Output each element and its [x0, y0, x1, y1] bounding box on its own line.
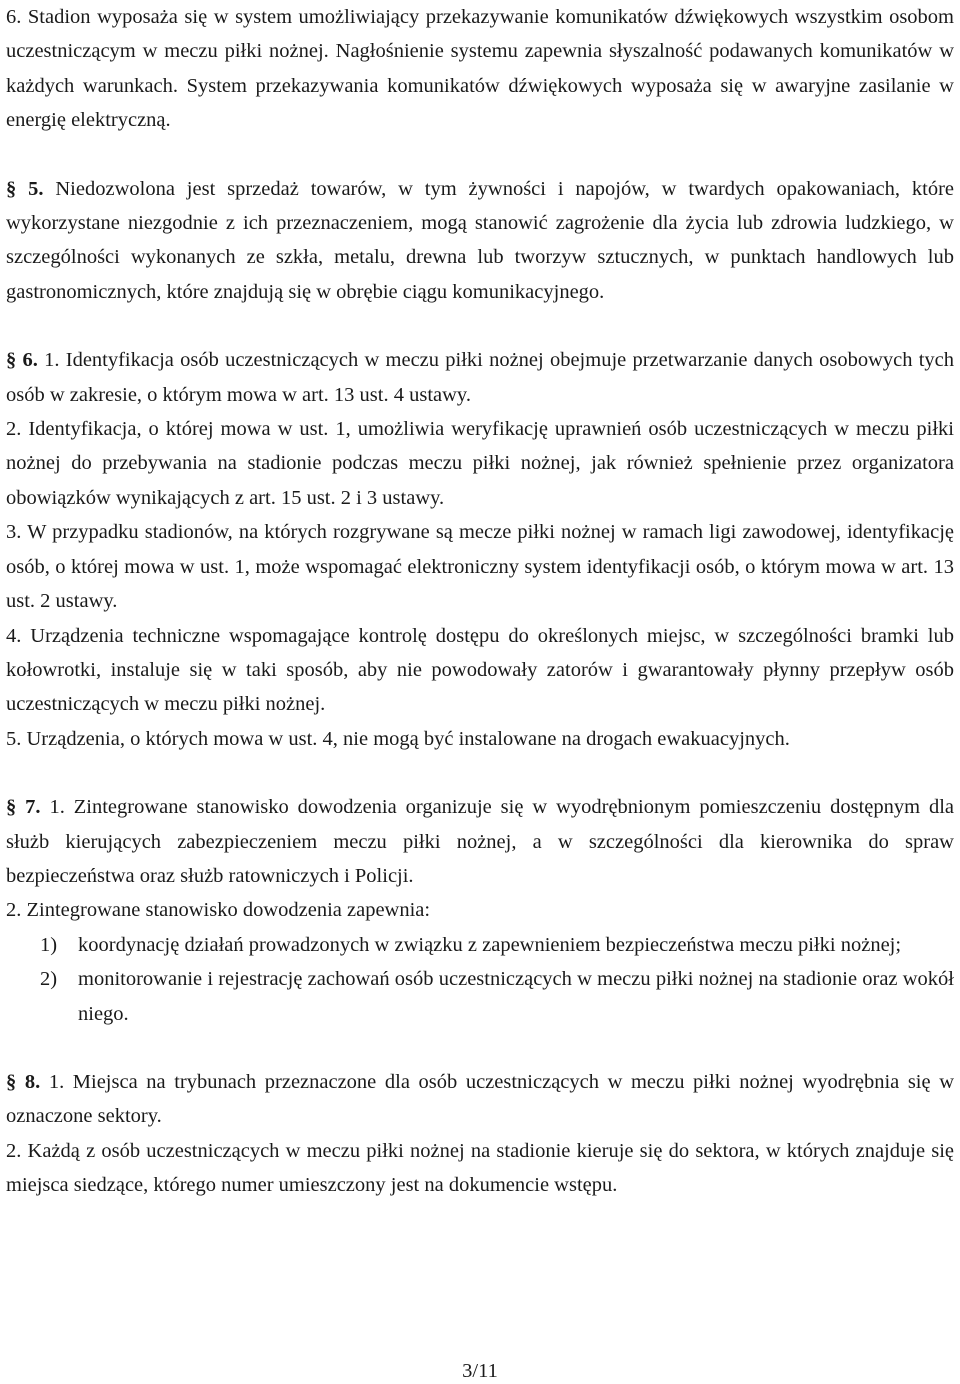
list-marker: 1): [40, 933, 58, 956]
section-7-p1: [6, 790, 954, 893]
list-item: [6, 962, 954, 1031]
section-6-p3: 3. W przypadku stadionów, na których rozgrywane są mecze piłki nożnej w ramach ligi zawodowej, identyfikację osób, o której mowa w ust. 1, może wspomagać elektroniczny system identyfikacji osób, o którym mowa w art. 13 ust. 2 ustawy.: [6, 521, 954, 613]
paragraph-6-intro: 6. Stadion wyposaża się w system umożliwiający przekazywanie komunikatów dźwiękowych wszystkim osobom uczestniczącym w meczu piłki nożnej. Nagłośnienie systemu zapewnia słyszalność podawanych komunikatów w każdych warunkach. System przekazywania komunikatów dźwiękowych wyposaża się w awaryjne zasilanie w energię elektryczną.: [6, 6, 954, 132]
list-item-text: koordynację działań prowadzonych w związku z zapewnieniem bezpieczeństwa meczu piłki nożnej;: [78, 933, 902, 956]
document-page: [6, 0, 954, 1203]
section-number: § 8.: [6, 1070, 41, 1093]
section-6-p5: 5. Urządzenia, o których mowa w ust. 4, nie mogą być instalowane na drogach ewakuacyjnych.: [6, 727, 790, 750]
section-8-p1: [6, 1065, 954, 1134]
paragraph-text: 1. Identyfikacja osób uczestniczących w meczu piłki nożnej obejmuje przetwarzanie danych osobowych tych osób w zakresie, o którym mowa w art. 13 ust. 4 ustawy.: [6, 349, 955, 406]
list-item-text: monitorowanie i rejestrację zachowań osób uczestniczących w meczu piłki nożnej na stadionie oraz wokół niego.: [78, 968, 954, 1025]
page-number: 3/11: [462, 1360, 498, 1382]
section-8-p2: 2. Każdą z osób uczestniczących w meczu piłki nożnej na stadionie kieruje się do sektora, w których znajduje się miejsca siedzące, którego numer umieszczony jest na dokumencie wstępu.: [6, 1139, 954, 1197]
paragraph-text: 1. Zintegrowane stanowisko dowodzenia organizuje się w wyodrębnionym pomieszczeniu dostępnym dla służb kierujących zabezpieczeniem meczu piłki nożnej, a w szczególności dla kierownika do spraw bezpieczeństwa oraz służb ratowniczych i Policji.: [6, 796, 955, 887]
list-marker: 2): [40, 968, 58, 991]
section-number: § 5.: [6, 177, 44, 200]
section-text: Niedozwolona jest sprzedaż towarów, w tym żywności i napojów, w twardych opakowaniach, które wykorzystane niezgodnie z ich przeznaczeniem, mogą stanowić zagrożenie dla życia lub zdrowia ludzkiego, w szczególności wykonanych ze szkła, metalu, drewna lub tworzyw sztucznych, w punktach handlowych lub gastronomicznych, które znajdują się w obrębie ciągu komunikacyjnego.: [6, 177, 955, 303]
section-6-p2: 2. Identyfikacja, o której mowa w ust. 1, umożliwia weryfikację uprawnień osób uczestniczących w meczu piłki nożnej do przebywania na stadionie podczas meczu piłki nożnej, jak również spełnienie przez organizatora obowiązków wynikających z art. 15 ust. 2 i 3 ustawy.: [6, 418, 954, 509]
list-item: [6, 928, 954, 962]
section-number: § 7.: [6, 796, 41, 819]
section-6-p1: [6, 343, 954, 412]
paragraph-text: 1. Miejsca na trybunach przeznaczone dla osób uczestniczących w meczu piłki nożnej wyodrębnia się w oznaczone sektory.: [6, 1070, 954, 1128]
section-number: § 6.: [6, 349, 38, 372]
section-5: [6, 172, 954, 310]
section-7-p2: 2. Zintegrowane stanowisko dowodzenia zapewnia:: [6, 899, 431, 922]
section-6-p4: 4. Urządzenia techniczne wspomagające kontrolę dostępu do określonych miejsc, w szczególności bramki lub kołowrotki, instaluje się w taki sposób, aby nie powodowały zatorów i gwarantowały płynny przepływ osób uczestniczących w meczu piłki nożnej.: [6, 624, 954, 716]
